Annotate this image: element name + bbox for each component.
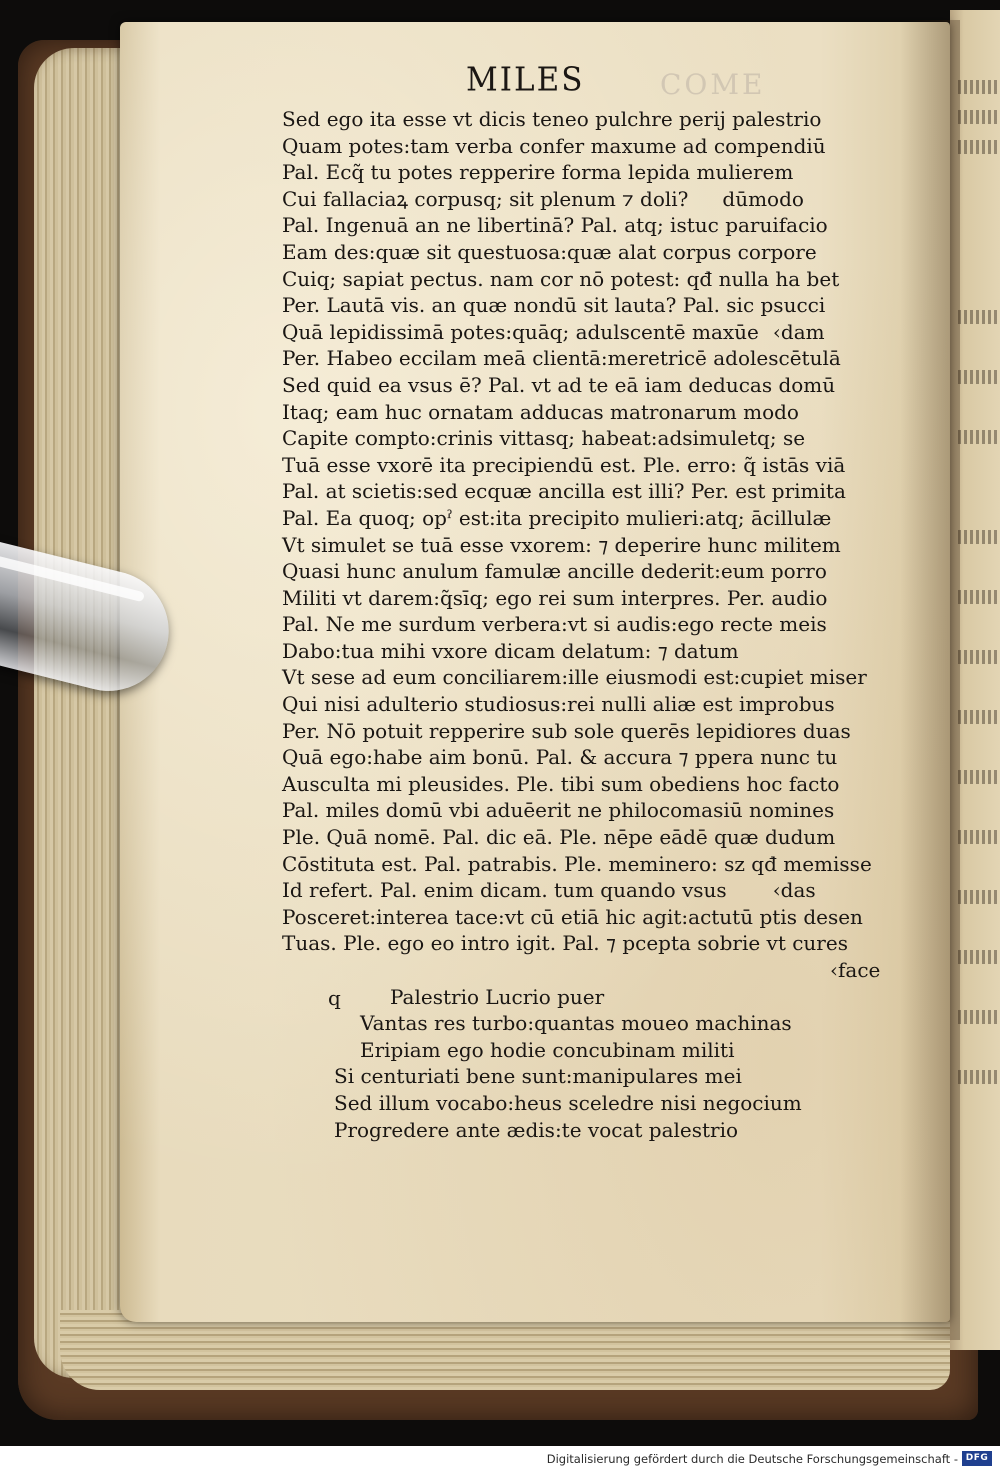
drop-initial-guide: q (328, 986, 341, 1010)
scene-line: Si centuriati bene sunt:manipulares mei (334, 1064, 742, 1089)
margin-word: ‹dam (772, 319, 825, 344)
text-line: Pal. miles domū vbi aduēerit ne philocomasiū nomines (282, 798, 835, 823)
text-line: Cōstituta est. Pal. patrabis. Ple. meminero: sz qđ memisse (282, 851, 872, 876)
margin-word: ‹das (772, 878, 816, 903)
text-line: Itaq; eam huc ornatam adducas matronarum modo (282, 399, 799, 424)
text-line: Qui nisi adulterio studiosus:rei nulli aliæ est improbus (282, 692, 835, 717)
text-line: Per. Habeo eccilam meā clientā:meretricē adolescētulā (282, 346, 841, 371)
text-line: Per. Nō potuit repperire sub sole querēs lepidiores duas (282, 718, 851, 743)
text-line: Tuā esse vxorē ita precipiendū est. Ple. erro: q̃ istās viā (282, 452, 846, 477)
text-line: Tuas. Ple. ego eo intro igit. Pal. ⁊ pcepta sobrie vt cures (282, 931, 848, 956)
scene-line: Vantas res turbo:quantas moueo machinas (360, 1011, 792, 1036)
text-line: Per. Lautā vis. an quæ nondū sit lauta? Pal. sic psucci (282, 293, 826, 318)
footer-bar (0, 1446, 1000, 1472)
text-line-part: Id refert. Pal. enim dicam. tum quando vsus (282, 878, 727, 903)
running-heading: MILES (466, 61, 585, 99)
text-line: Quā ego:habe aim bonū. Pal. & accura ⁊ ppera nunc tu (282, 745, 838, 770)
text-line (282, 319, 902, 346)
scene-line: Sed illum vocabo:heus sceledre nisi negocium (334, 1090, 802, 1115)
gutter-shadow (900, 20, 960, 1340)
text-line: Militi vt darem:q̃sīq; ego rei sum interpres. Per. audio (282, 585, 828, 610)
text-line: Sed ego ita esse vt dicis teneo pulchre perij palestrio (282, 107, 822, 131)
funding-credit: Digitalisierung gefördert durch die Deutsche Forschungsgemeinschaft - (546, 1452, 958, 1466)
margin-word: dūmodo (722, 186, 804, 211)
text-line-part: Quā lepidissimā potes:quāq; adulscentē maxūe (282, 319, 759, 344)
margin-word-line: ‹face (830, 958, 881, 982)
scene-line: Progredere ante ædis:te vocat palestrio (334, 1117, 739, 1142)
text-line-part: Cui fallaciaꝝ corpusq; sit plenum ⁊ doli? (282, 186, 689, 211)
text-line: Pal. Ingenuā an ne libertinā? Pal. atq; istuc paruifacio (282, 213, 828, 238)
text-line: Vt simulet se tuā esse vxorem: ⁊ deperire hunc militem (282, 532, 841, 557)
text-line: Ple. Quā nomē. Pal. dic eā. Ple. nēpe eādē quæ dudum (282, 825, 836, 850)
text-line: Vt sese ad eum conciliarem:ille eiusmodi est:cupiet miser (282, 665, 867, 690)
page-edges-bottom (60, 1310, 950, 1390)
text-line: Quasi hunc anulum famulæ ancille dederit:eum porro (282, 559, 827, 584)
text-line (282, 186, 902, 213)
text-line: Dabo:tua mihi vxore dicam delatum: ⁊ datum (282, 638, 739, 663)
text-line: Capite compto:crinis vittasq; habeat:adsimuletq; se (282, 426, 806, 451)
text-line (282, 877, 902, 904)
speaker-heading: Palestrio Lucrio puer (390, 984, 605, 1009)
text-line: Pal. Ecq̃ tu potes repperire forma lepida mulierem (282, 160, 794, 185)
dfg-logo-icon: DFG (962, 1451, 992, 1466)
text-line: Sed quid ea vsus ē? Pal. vt ad te eā iam deducas domū (282, 372, 836, 397)
scene-line: Eripiam ego hodie concubinam militi (360, 1037, 735, 1062)
text-line: Posceret:interea tace:vt cū etiā hic agit:actutū ptis desen (282, 904, 863, 929)
text-line: Cuiq; sapiat pectus. nam cor nō potest: qđ nulla ha bet (282, 266, 840, 291)
text-line: Quam potes:tam verba confer maxume ad compendiū (282, 133, 826, 158)
text-line: Pal. Ne me surdum verbera:vt si audis:ego recte meis (282, 612, 827, 637)
bleed-through-heading: COME (660, 68, 766, 101)
text-line: Eam des:quæ sit questuosa:quæ alat corpus corpore (282, 239, 817, 264)
text-block (282, 106, 902, 1143)
text-line: Pal. Ea quoq; opˀ est:ita precipito mulieri:atq; ācillulæ (282, 505, 832, 530)
text-line: Ausculta mi pleusides. Ple. tibi sum obediens hoc facto (282, 771, 840, 796)
text-line: Pal. at scietis:sed ecquæ ancilla est illi? Per. est primita (282, 479, 846, 504)
